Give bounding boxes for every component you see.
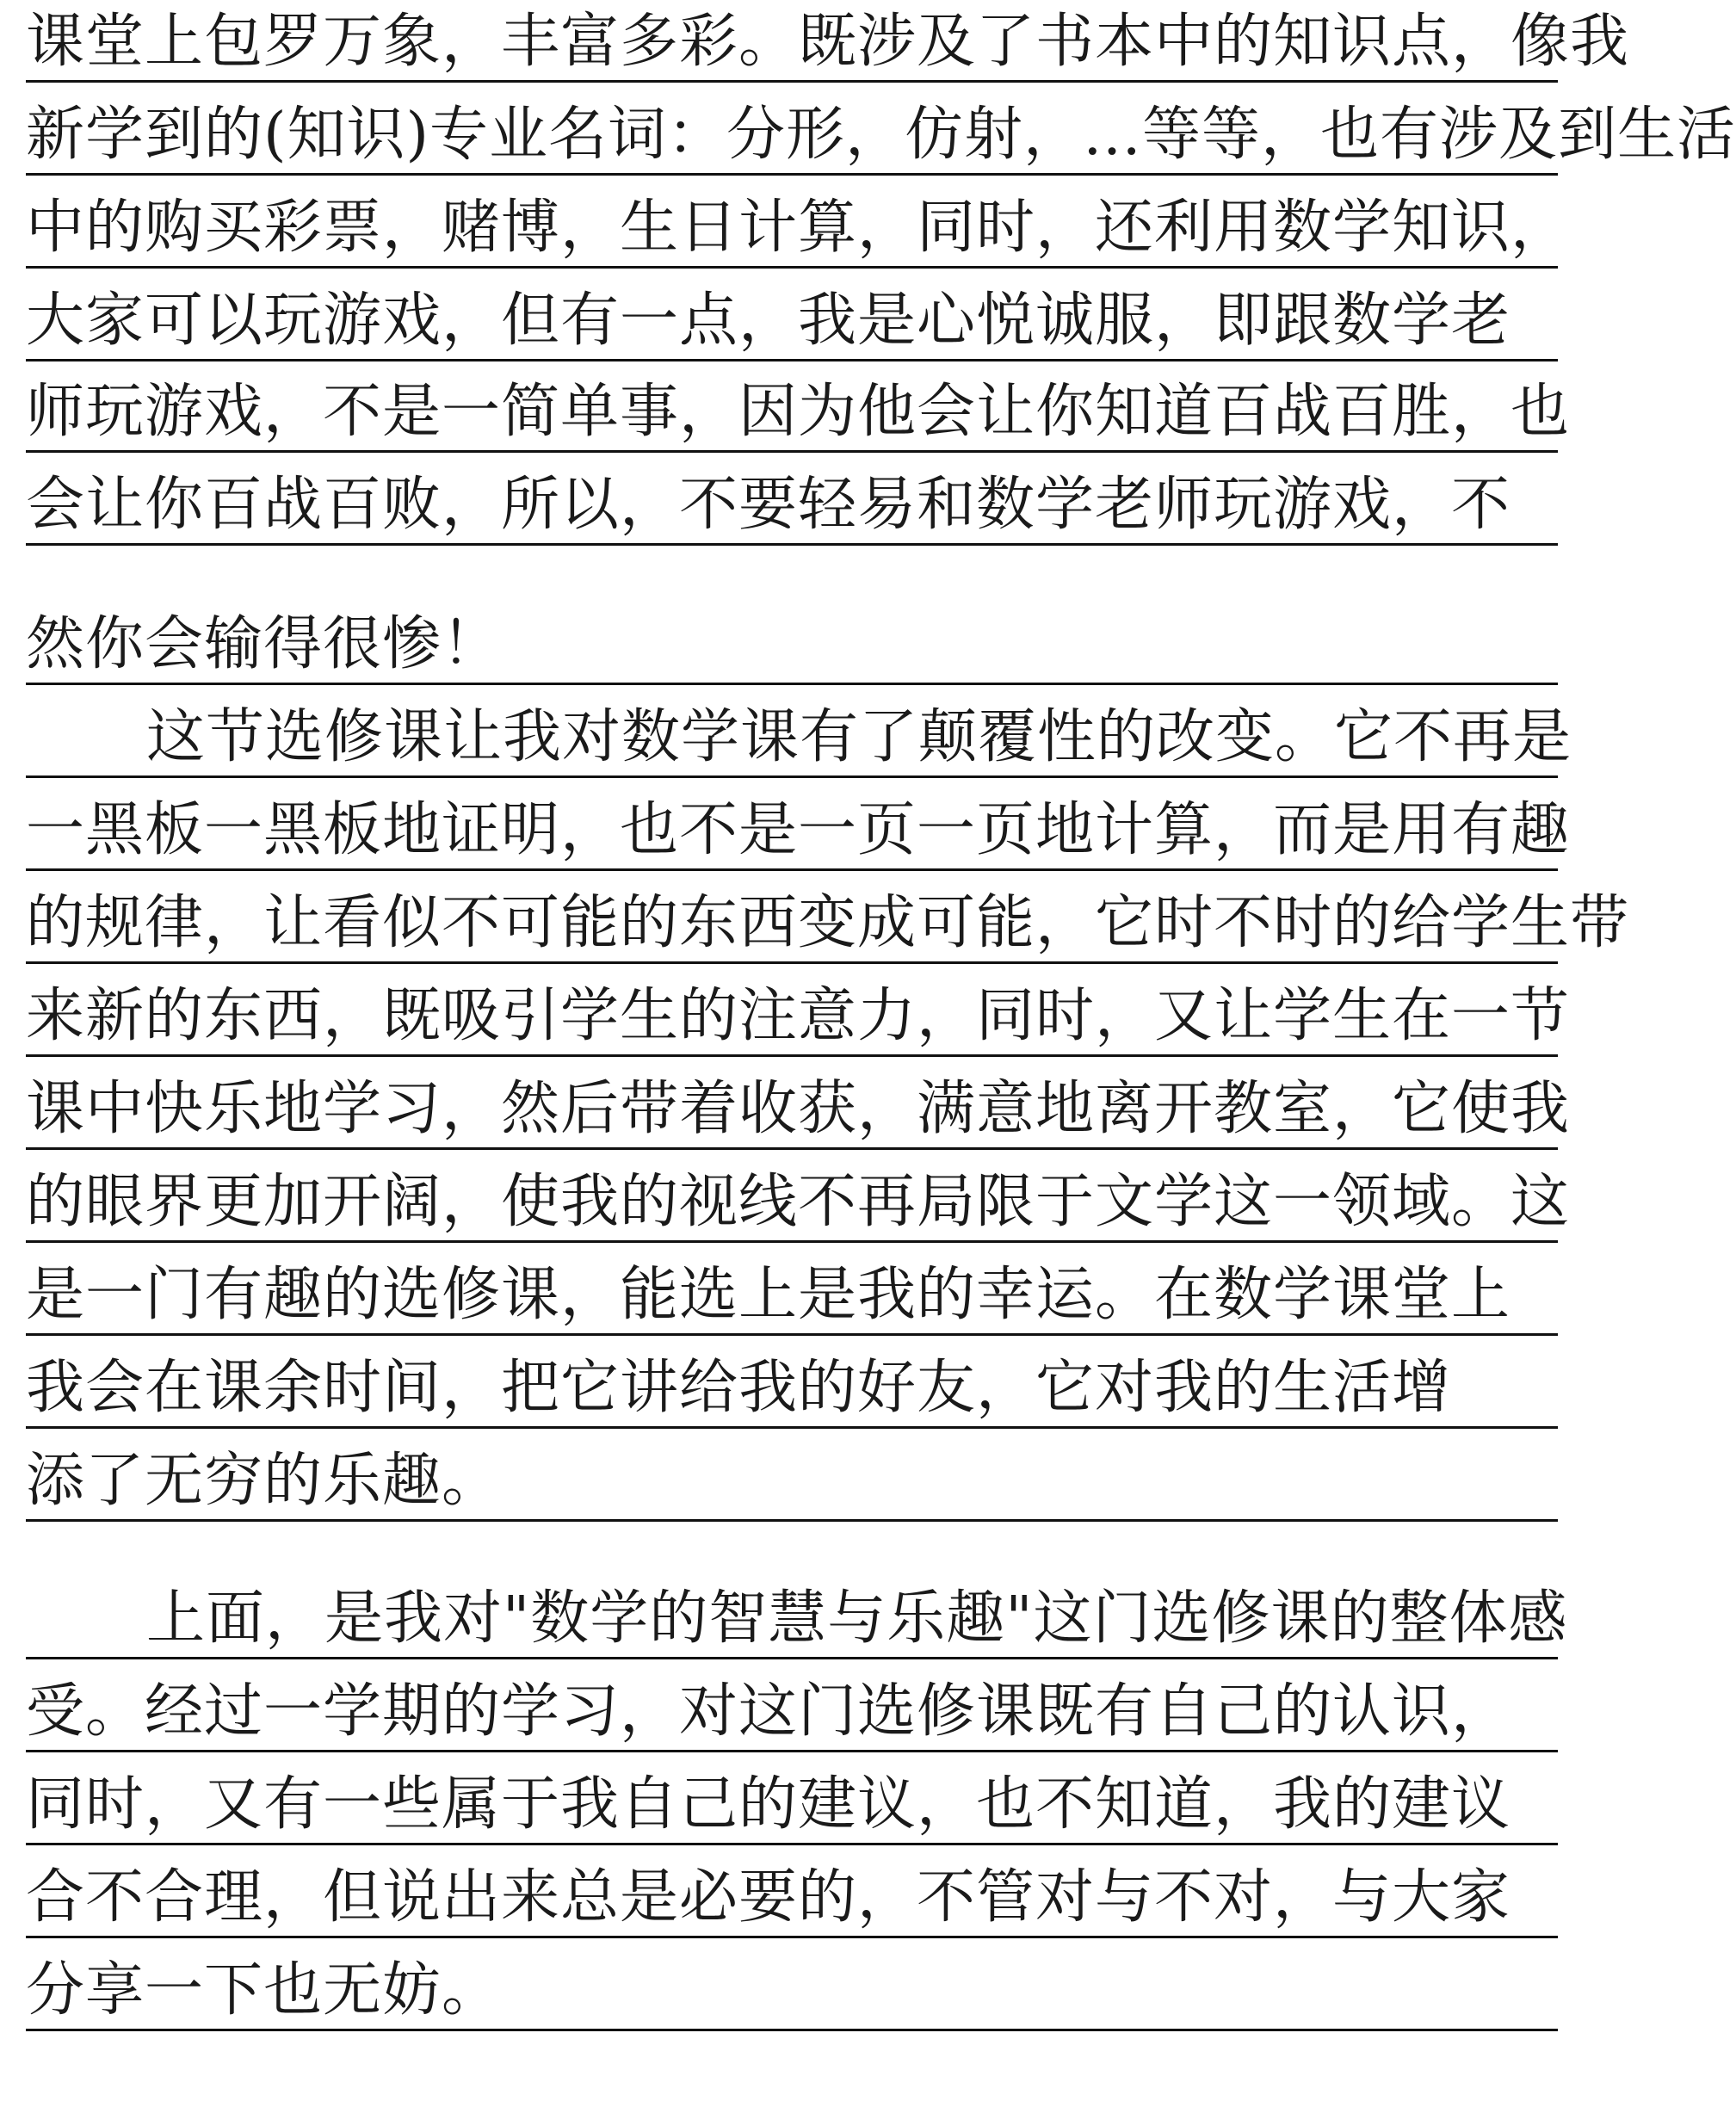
text-line-16 [26, 1439, 1558, 1522]
text-line-19 [26, 1763, 1558, 1845]
line-text: 合不合理，但说出来总是必要的，不管对与不对，与大家 [26, 1863, 1511, 1931]
line-text: 中的购买彩票，赌博，生日计算，同时，还利用数学知识， [26, 194, 1571, 262]
text-line-10 [26, 881, 1630, 964]
line-text: 大家可以玩游戏，但有一点，我是心悦诚服，即跟数学老 [26, 287, 1511, 355]
text-line-3 [26, 186, 1571, 269]
text-line-11 [26, 974, 1571, 1057]
text-line-1 [26, 0, 1630, 83]
line-text: 课中快乐地学习，然后带着收获，满意地离开教室，它使我 [26, 1075, 1571, 1143]
line-text: 分享一下也无妨。 [26, 1956, 502, 2024]
line-text: 这节选修课让我对数学课有了颠覆性的改变。它不再是 [146, 703, 1572, 771]
line-text: 的规律，让看似不可能的东西变成可能，它时不时的给学生带 [26, 889, 1630, 957]
line-text: 新学到的(知识)专业名词：分形，仿射，…等等，也有涉及到生活 [26, 101, 1736, 169]
line-text: 会让你百战百败，所以，不要轻易和数学老师玩游戏，不 [26, 471, 1511, 539]
line-text: 来新的东西，既吸引学生的注意力，同时，又让学生在一节 [26, 982, 1571, 1050]
text-line-13 [26, 1160, 1571, 1243]
line-text: 添了无穷的乐趣。 [26, 1447, 502, 1515]
line-text: 我会在课余时间，把它讲给我的好友，它对我的生活增 [26, 1354, 1452, 1422]
line-text: 的眼界更加开阔，使我的视线不再局限于文学这一领域。这 [26, 1168, 1571, 1236]
line-text: 上面，是我对"数学的智慧与乐趣"这门选修课的整体感 [146, 1585, 1568, 1653]
line-text: 受。经过一学期的学习，对这门选修课既有自己的认识， [26, 1678, 1511, 1746]
text-line-12 [26, 1067, 1571, 1150]
line-text: 然你会输得很惨！ [26, 610, 502, 678]
text-line-18 [26, 1670, 1558, 1752]
text-line-20 [26, 1856, 1558, 1938]
line-text: 课堂上包罗万象，丰富多彩。既涉及了书本中的知识点，像我 [26, 8, 1630, 76]
text-line-15 [26, 1346, 1558, 1429]
text-line-4 [26, 279, 1558, 361]
line-text: 是一门有趣的选修课，能选上是我的幸运。在数学课堂上 [26, 1261, 1511, 1329]
text-line-8 [26, 695, 1572, 778]
line-text: 师玩游戏，不是一简单事，因为他会让你知道百战百胜，也 [26, 378, 1571, 446]
line-text: 同时，又有一些属于我自己的建议，也不知道，我的建议 [26, 1770, 1511, 1838]
text-line-9 [26, 788, 1571, 871]
text-line-7 [26, 602, 1558, 685]
text-line-6 [26, 463, 1558, 546]
text-line-21 [26, 1949, 1558, 2031]
text-line-14 [26, 1253, 1558, 1336]
line-text: 一黑板一黑板地证明，也不是一页一页地计算，而是用有趣 [26, 796, 1571, 864]
text-line-17 [26, 1577, 1568, 1659]
text-line-2 [26, 93, 1736, 176]
text-line-5 [26, 370, 1571, 453]
